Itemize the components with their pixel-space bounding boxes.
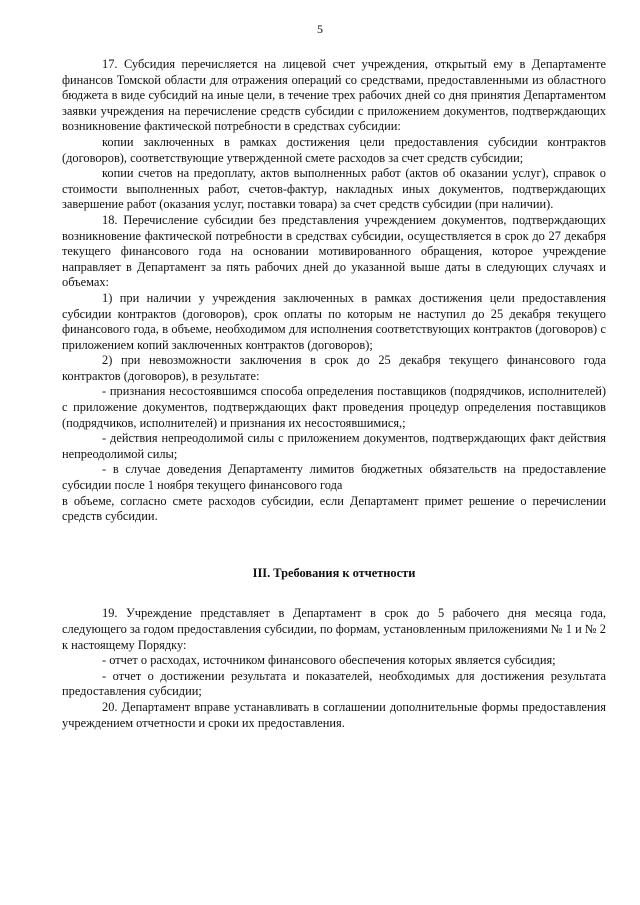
paragraph-20: 20. Департамент вправе устанавливать в соглашении дополнительные формы предоставления учреждением отчетности и сроки их предоставления. <box>62 699 606 730</box>
paragraph-18-conclusion: в объеме, согласно смете расходов субсидии, если Департамент примет решение о перечислении средств субсидии. <box>62 493 606 524</box>
section-title: III. Требования к отчетности <box>252 565 416 580</box>
paragraph-17: 17. Субсидия перечисляется на лицевой счет учреждения, открытый ему в Департаменте финансов Томской области для отражения операций со средствами, предоставленными из областного бюджета в виде субсидий на иные цели, в течение трех рабочих дней со дня принятия Департаментом заявки учреждения на перечисление средств субсидии с приложением документов, подтверждающих возникновение фактической потребности в средствах субсидии: <box>62 57 606 134</box>
paragraph-18-bullet-force-majeure: - действия непреодолимой силы с приложением документов, подтверждающих факт действия непреодолимой силы; <box>62 431 606 461</box>
paragraph-19-bullet-results: - отчет о достижении результата и показателей, необходимых для достижения результата предоставления субсидии; <box>62 668 606 699</box>
paragraph-18-item-2: 2) при невозможности заключения в срок до 25 декабря текущего финансового года контрактов (договоров), в результате: <box>62 353 606 383</box>
paragraph-18-bullet-failed-procurement: - признания несостоявшимся способа определения поставщиков (подрядчиков, исполнителей) с приложение документов, подтверждающих факт проведения процедур определения поставщиков (подрядчиков, исполнителей) и признания их несостоявшимися,; <box>62 384 606 430</box>
paragraph-18: 18. Перечисление субсидии без представления учреждением документов, подтверждающих возникновение фактической потребности в средствах субсидии, осуществляется в срок до 27 декабря текущего финансового года на основании мотивированного обращения, которое учреждение направляет в Департамент за пять рабочих дней до указанной выше даты в следующих случаях и объемах: <box>62 212 606 290</box>
page-number: 5 <box>317 22 323 36</box>
paragraph-17-invoice-copies: копии счетов на предоплату, актов выполненных работ (актов об оказании услуг), справок о стоимости выполненных работ, счетов-фактур, накладных иных документов, подтверждающих завершение работ (оказания услуг, поставки товара) за счет средств субсидии (при наличии). <box>62 166 606 212</box>
paragraph-19-bullet-expenses: - отчет о расходах, источником финансового обеспечения которых является субсидия; <box>102 653 556 668</box>
document-body <box>62 57 606 731</box>
paragraph-18-item-1: 1) при наличии у учреждения заключенных в рамках достижения цели предоставления субсидии контрактов (договоров), срок оплаты по которым не наступил до 25 декабря текущего финансового года, в объеме, необходимом для исполнения соответствующих контрактов (договоров) с приложением копий заключенных контрактов (договоров); <box>62 290 606 352</box>
paragraph-19: 19. Учреждение представляет в Департамент в срок до 5 рабочего дня месяца года, следующего за годом предоставления субсидии, по формам, установленным приложениями № 1 и № 2 к настоящему Порядку: <box>62 606 606 652</box>
paragraph-18-bullet-limits: - в случае доведения Департаменту лимитов бюджетных обязательств на предоставление субсидии после 1 ноября текущего финансового года <box>62 462 606 493</box>
paragraph-17-contract-copies: копии заключенных в рамках достижения цели предоставления субсидии контрактов (договоров), соответствующие утвержденной смете расходов за счет средств субсидии; <box>62 134 606 165</box>
